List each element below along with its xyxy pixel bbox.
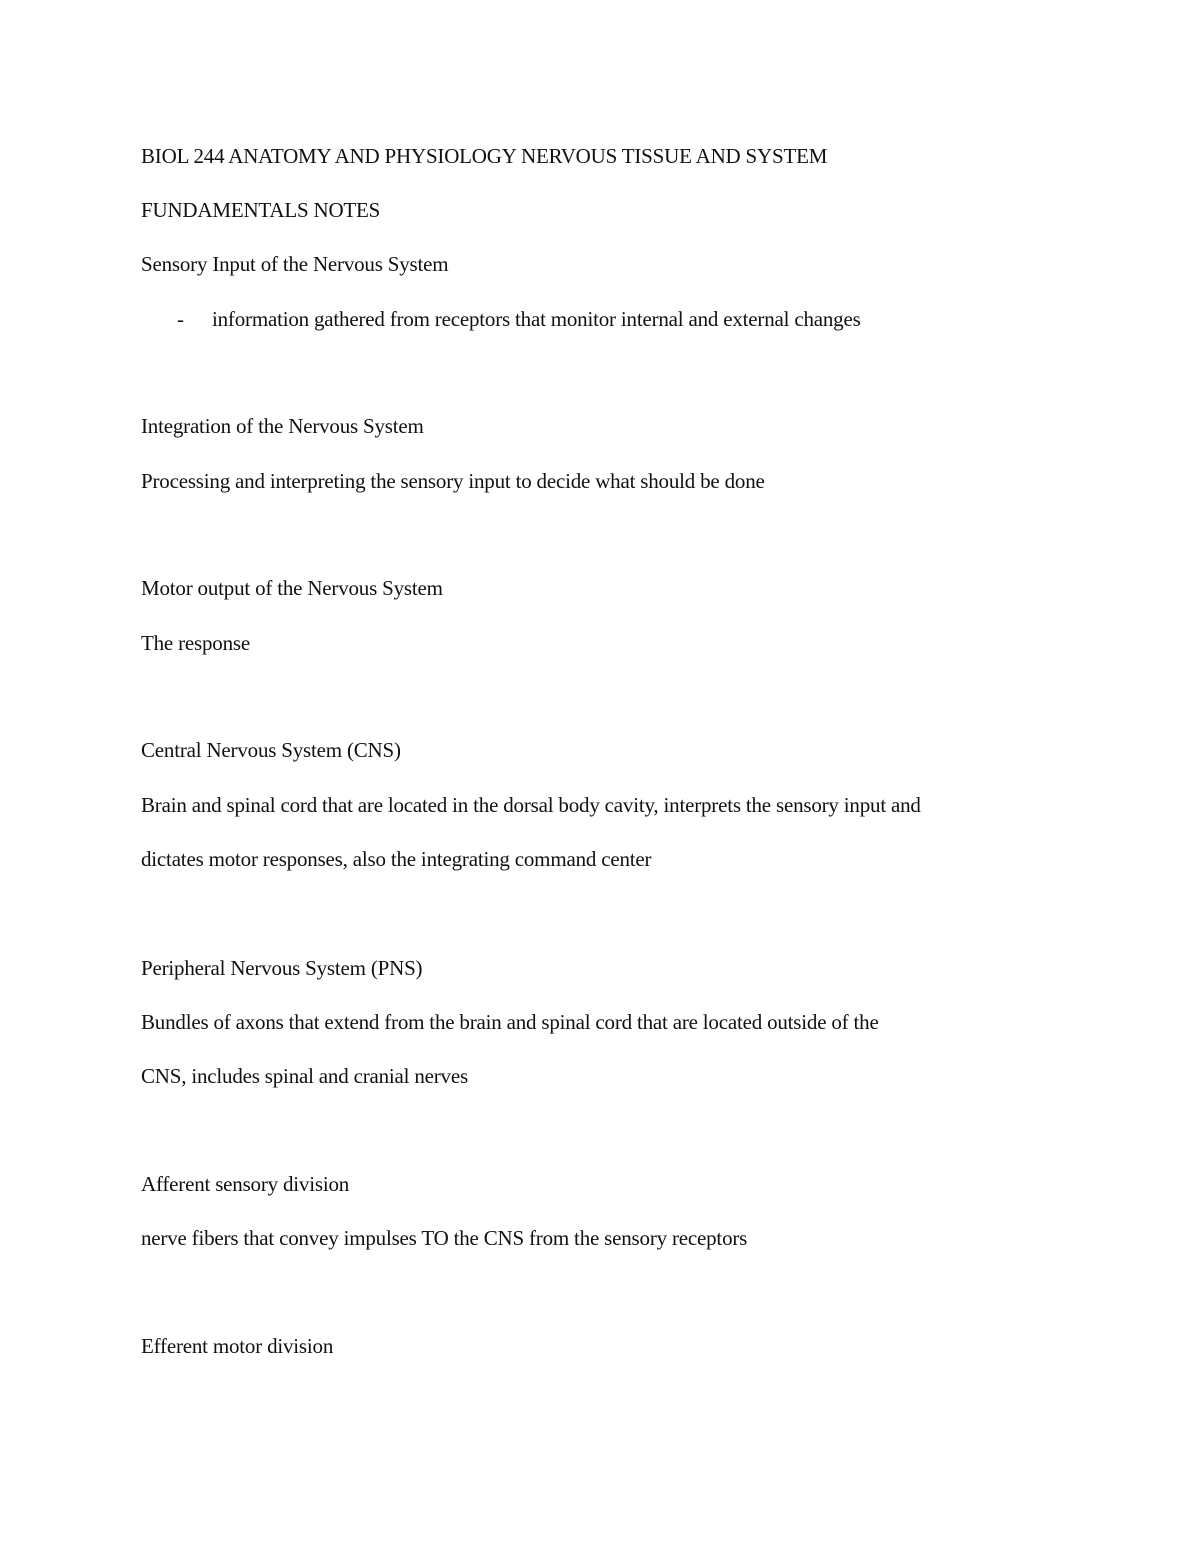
section-body-cns-line-2: dictates motor responses, also the integrating command center [141, 847, 652, 871]
section-heading-pns: Peripheral Nervous System (PNS) [141, 956, 423, 980]
section-body-motor-output: The response [141, 631, 250, 655]
bullet-text-sensory-input: information gathered from receptors that monitor internal and external changes [212, 307, 861, 331]
section-body-pns-line-1: Bundles of axons that extend from the brain and spinal cord that are located outside of the [141, 1010, 879, 1034]
section-body-cns-line-1: Brain and spinal cord that are located in the dorsal body cavity, interprets the sensory input and [141, 793, 921, 817]
bullet-dash-marker: - [177, 307, 184, 331]
section-heading-efferent: Efferent motor division [141, 1334, 334, 1358]
section-heading-integration: Integration of the Nervous System [141, 414, 424, 438]
section-heading-motor-output: Motor output of the Nervous System [141, 576, 443, 600]
section-heading-cns: Central Nervous System (CNS) [141, 738, 401, 762]
section-heading-sensory-input: Sensory Input of the Nervous System [141, 252, 449, 276]
section-body-integration: Processing and interpreting the sensory input to decide what should be done [141, 469, 765, 493]
section-heading-afferent: Afferent sensory division [141, 1172, 350, 1196]
section-body-afferent: nerve fibers that convey impulses TO the CNS from the sensory receptors [141, 1226, 748, 1250]
document-title-line-2: FUNDAMENTALS NOTES [141, 198, 381, 222]
document-title-line-1: BIOL 244 ANATOMY AND PHYSIOLOGY NERVOUS TISSUE AND SYSTEM [141, 144, 828, 168]
section-body-pns-line-2: CNS, includes spinal and cranial nerves [141, 1064, 468, 1088]
